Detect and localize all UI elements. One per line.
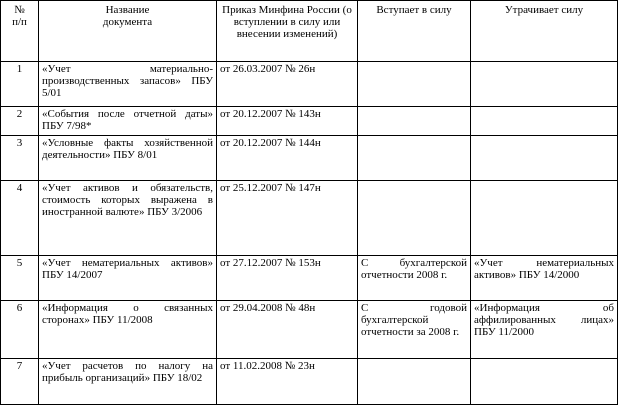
row-order: от 20.12.2007 № 144н xyxy=(217,136,358,181)
row-document-name: «Учет расчетов по налогу на прибыль организаций» ПБУ 18/02 xyxy=(39,359,217,405)
table-header-row xyxy=(1,1,618,62)
row-num: 4 xyxy=(1,181,39,256)
row-order: от 20.12.2007 № 143н xyxy=(217,107,358,136)
row-expires xyxy=(471,107,618,136)
header-expires: Утрачивает силу xyxy=(471,1,618,62)
row-effective: С годовой бухгалтерской отчетности за 2008 г. xyxy=(358,301,471,359)
row-order: от 25.12.2007 № 147н xyxy=(217,181,358,256)
table-row xyxy=(1,256,618,301)
row-document-name: «Учет активов и обязательств, стоимость которых выражена в иностранной валюте» ПБУ 3/2006 xyxy=(39,181,217,256)
row-document-name: «Учет нематериальных активов» ПБУ 14/2007 xyxy=(39,256,217,301)
row-effective xyxy=(358,359,471,405)
table-row xyxy=(1,107,618,136)
row-num: 1 xyxy=(1,62,39,107)
row-expires xyxy=(471,359,618,405)
row-order: от 26.03.2007 № 26н xyxy=(217,62,358,107)
row-effective xyxy=(358,107,471,136)
row-document-name: «Учет материально-производственных запасов» ПБУ 5/01 xyxy=(39,62,217,107)
row-document-name: «События после отчетной даты» ПБУ 7/98* xyxy=(39,107,217,136)
header-order: Приказ Минфина России (о вступлении в силу или внесении изменений) xyxy=(217,1,358,62)
row-effective xyxy=(358,136,471,181)
row-expires xyxy=(471,136,618,181)
row-num: 5 xyxy=(1,256,39,301)
header-num: № п/п xyxy=(1,1,39,62)
row-expires xyxy=(471,62,618,107)
row-document-name: «Информация о связанных сторонах» ПБУ 11/2008 xyxy=(39,301,217,359)
row-order: от 27.12.2007 № 153н xyxy=(217,256,358,301)
header-effective: Вступает в силу xyxy=(358,1,471,62)
row-expires: «Информация об аффилированных лицах» ПБУ 11/2000 xyxy=(471,301,618,359)
table-row xyxy=(1,301,618,359)
table-row xyxy=(1,181,618,256)
row-num: 3 xyxy=(1,136,39,181)
row-num: 7 xyxy=(1,359,39,405)
row-expires xyxy=(471,181,618,256)
row-order: от 11.02.2008 № 23н xyxy=(217,359,358,405)
row-num: 2 xyxy=(1,107,39,136)
row-effective: С бухгалтерской отчетности 2008 г. xyxy=(358,256,471,301)
table-row xyxy=(1,62,618,107)
row-num: 6 xyxy=(1,301,39,359)
table-row xyxy=(1,136,618,181)
row-order: от 29.04.2008 № 48н xyxy=(217,301,358,359)
row-document-name: «Условные факты хозяйственной деятельности» ПБУ 8/01 xyxy=(39,136,217,181)
row-effective xyxy=(358,181,471,256)
table-row xyxy=(1,359,618,405)
row-expires: «Учет нематериальных активов» ПБУ 14/2000 xyxy=(471,256,618,301)
header-name: Название документа xyxy=(39,1,217,62)
row-effective xyxy=(358,62,471,107)
